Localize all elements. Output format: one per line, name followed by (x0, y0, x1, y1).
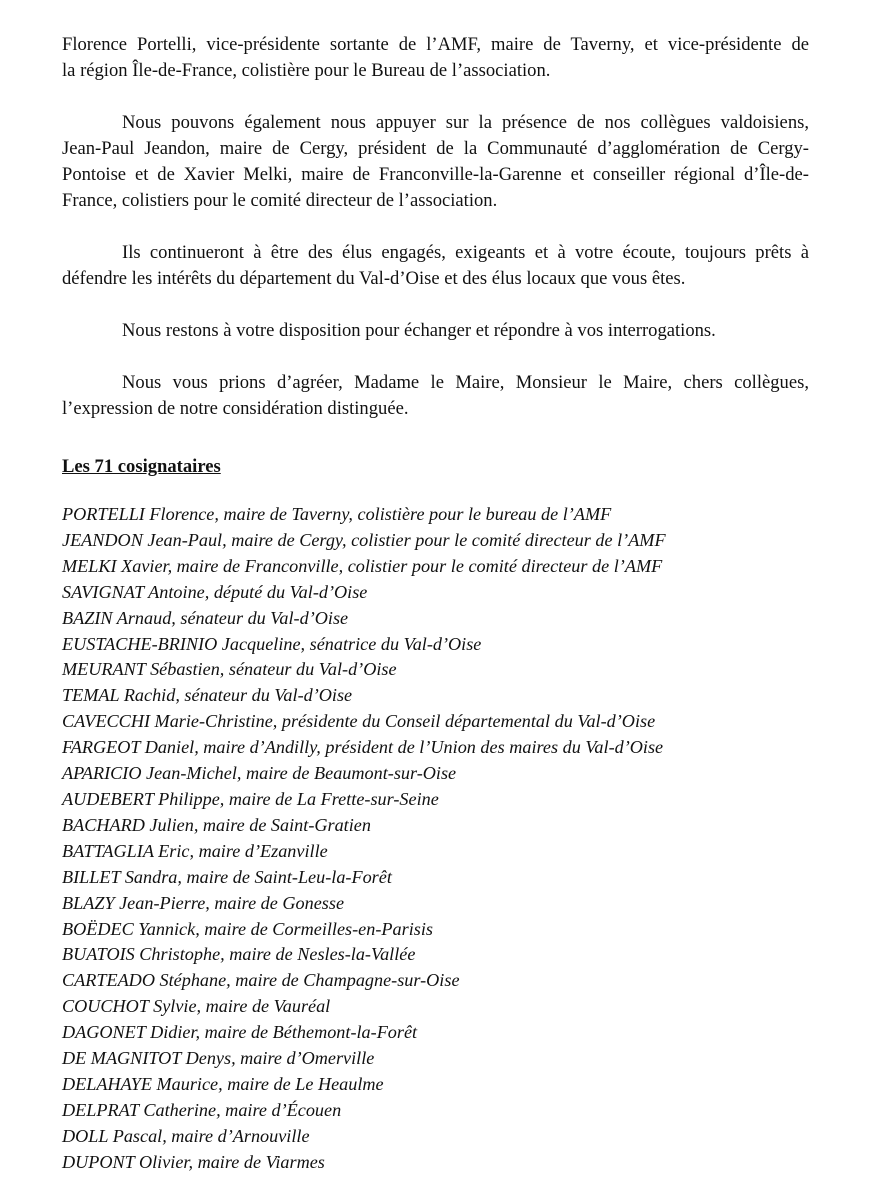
signatory-item: DUPONT Olivier, maire de Viarmes (62, 1151, 325, 1172)
signatory-item: DAGONET Didier, maire de Béthemont-la-Forêt (62, 1022, 418, 1043)
signatory-item: BILLET Sandra, maire de Saint-Leu-la-Forêt (62, 866, 392, 887)
paragraph-line: Nous restons à votre disposition pour échanger et répondre à vos interrogations. (122, 320, 716, 341)
signatory-item: CARTEADO Stéphane, maire de Champagne-sur-Oise (62, 970, 460, 991)
signatory-item: APARICIO Jean-Michel, maire de Beaumont-sur-Oise (62, 763, 457, 784)
signatory-item: DELAHAYE Maurice, maire de Le Heaulme (62, 1073, 384, 1094)
signatory-item: BLAZY Jean-Pierre, maire de Gonesse (62, 892, 345, 913)
signatory-item: DOLL Pascal, maire d’Arnouville (62, 1125, 310, 1146)
paragraph-line: France, colistiers pour le comité directeur de l’association. (62, 190, 498, 211)
signatory-item: PORTELLI Florence, maire de Taverny, colistière pour le bureau de l’AMF (62, 504, 612, 524)
signatory-item: DE MAGNITOT Denys, maire d’Omerville (62, 1048, 375, 1069)
signatory-item: SAVIGNAT Antoine, député du Val-d’Oise (62, 581, 368, 602)
signatory-item: BOËDEC Yannick, maire de Cormeilles-en-Parisis (62, 918, 433, 939)
signatory-item: FARGEOT Daniel, maire d’Andilly, président de l’Union des maires du Val-d’Oise (62, 737, 664, 758)
paragraph-line: la région Île-de-France, colistière pour le Bureau de l’association. (62, 60, 551, 81)
signatory-item: MEURANT Sébastien, sénateur du Val-d’Oise (62, 659, 397, 680)
signatory-item: MELKI Xavier, maire de Franconville, colistier pour le comité directeur de l’AMF (62, 555, 663, 576)
paragraph-line: défendre les intérêts du département du Val-d’Oise et des élus locaux que vous êtes. (62, 268, 686, 289)
paragraph-portelli (62, 32, 809, 84)
paragraph-colleagues (62, 110, 809, 214)
signatories-heading: Les 71 cosignataires (62, 456, 221, 477)
signatory-item: BUATOIS Christophe, maire de Nesles-la-Vallée (62, 944, 416, 965)
paragraph-line: Pontoise et de Xavier Melki, maire de Franconville-la-Garenne et conseiller régional d’Île-de- (62, 164, 809, 185)
paragraph-line: Nous pouvons également nous appuyer sur la présence de nos collègues valdoisiens, (122, 112, 809, 133)
signatory-item: BACHARD Julien, maire de Saint-Gratien (62, 814, 371, 835)
paragraph-line: l’expression de notre considération distinguée. (62, 398, 409, 419)
signatory-item: AUDEBERT Philippe, maire de La Frette-sur-Seine (62, 788, 439, 809)
signatory-item: DELPRAT Catherine, maire d’Écouen (62, 1099, 342, 1120)
signatory-item: BAZIN Arnaud, sénateur du Val-d’Oise (62, 607, 349, 628)
paragraph-availability (62, 318, 809, 344)
signatory-item: EUSTACHE-BRINIO Jacqueline, sénatrice du Val-d’Oise (62, 633, 482, 654)
signatory-item: JEANDON Jean-Paul, maire de Cergy, colistier pour le comité directeur de l’AMF (62, 529, 666, 550)
paragraph-line: Nous vous prions d’agréer, Madame le Maire, Monsieur le Maire, chers collègues, (122, 372, 809, 393)
paragraph-commitment (62, 240, 809, 292)
signatory-item: TEMAL Rachid, sénateur du Val-d’Oise (62, 685, 353, 706)
paragraph-line: Florence Portelli, vice-présidente sortante de l’AMF, maire de Taverny, et vice-présidente de (62, 34, 809, 55)
signatory-item: COUCHOT Sylvie, maire de Vauréal (62, 996, 331, 1017)
signatories-list (62, 502, 666, 1176)
paragraph-line: Ils continueront à être des élus engagés, exigeants et à votre écoute, toujours prêts à (122, 242, 809, 263)
signatory-item: BATTAGLIA Eric, maire d’Ezanville (62, 840, 328, 861)
signatory-item: CAVECCHI Marie-Christine, présidente du Conseil départemental du Val-d’Oise (62, 711, 656, 732)
paragraph-closing (62, 370, 809, 422)
paragraph-line: Jean-Paul Jeandon, maire de Cergy, président de la Communauté d’agglomération de Cergy- (62, 138, 809, 159)
